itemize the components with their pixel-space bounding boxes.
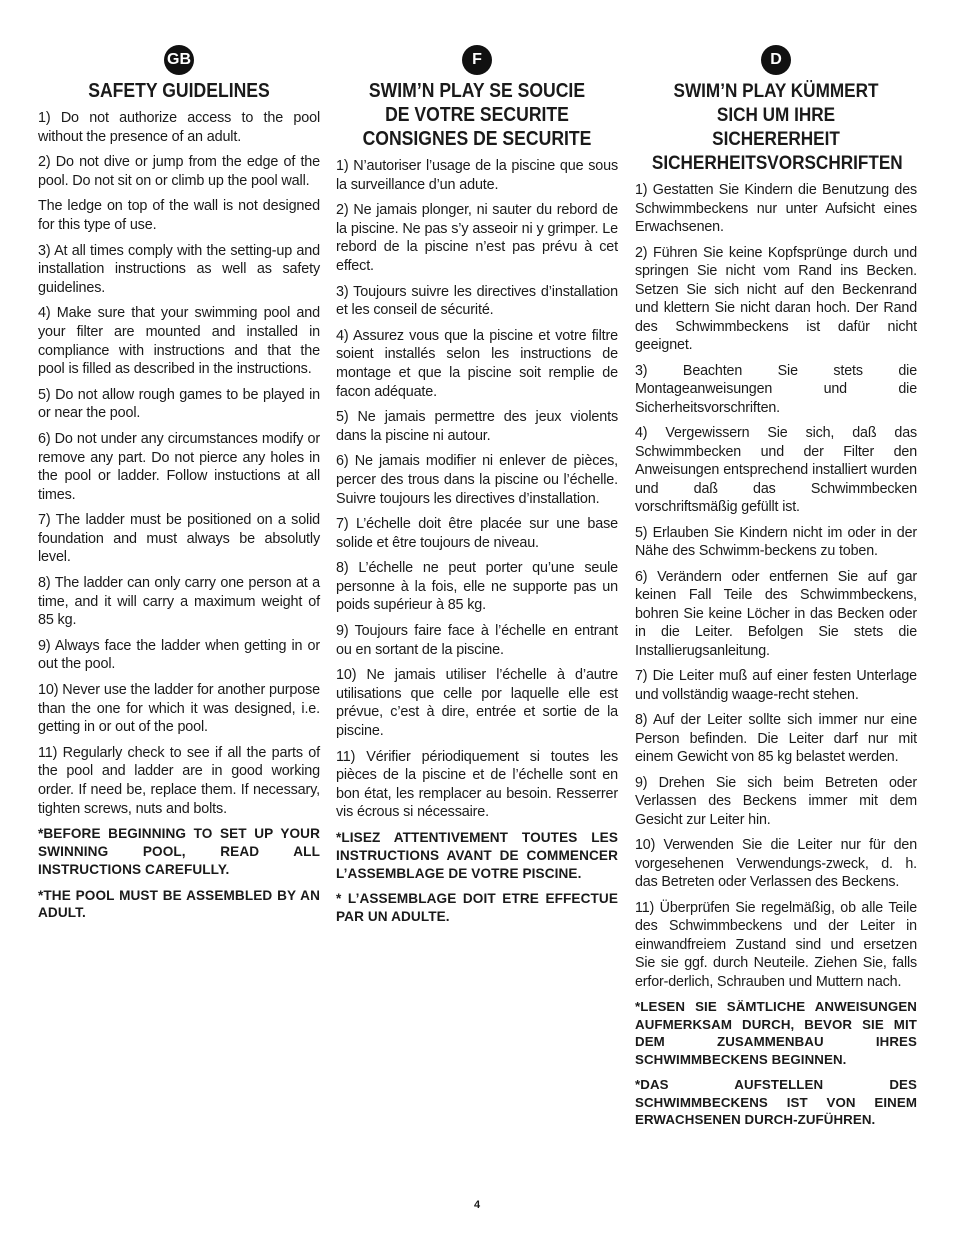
guideline-item: 2) Führen Sie keine Kopfsprünge durch und springen Sie nicht vom Rand ins Becken. Setzen Sie sich nicht auf den Beckenrand und klettern Sie nicht daran hoch. Der Rand des Schwimmbeckens ist dafür nicht geeignet. (635, 244, 917, 353)
title-line: SWIM’N PLAY KÜMMERT (673, 80, 879, 102)
guideline-item: 11) Vérifier périodiquement si toutes les pièces de la piscine et de l’échelle sont en bon état, les remplacer au besoin. Resserrer vis écrous si nécessaire. (336, 748, 618, 821)
guideline-item: 5) Do not allow rough games to be played in or near the pool. (38, 386, 320, 422)
guideline-item: 3) At all times comply with the setting-up and installation instructions as well as safety guidelines. (38, 242, 320, 296)
section-title (651, 79, 903, 175)
guideline-item: 6) Do not under any circumstances modify or remove any part. Do not pierce any holes in the pool or ladder. Follow instuctions at all times. (38, 430, 320, 503)
guideline-item: 1) Do not authorize access to the pool without the presence of an adult. (38, 110, 320, 145)
title-line: DE VOTRE SECURITE (385, 104, 569, 126)
column-german (635, 40, 917, 1137)
warning-note: *LISEZ ATTENTIVEMENT TOUTES LES INSTRUCTIONS AVANT DE COMMENCER L’ASSEMBLAGE DE VOTRE PISCINE. (336, 830, 618, 881)
guideline-item: 4) Vergewissern Sie sich, daß das Schwimmbecken und der Filter den Anweisungen entsprechend installiert wurden und daß das Schwimmbecken vorschriftsmäßig gefüllt ist. (635, 425, 917, 515)
guideline-item: 11) Überprüfen Sie regelmäßig, ob alle Teile des Schwimmbeckens und der Leiter in einwandfreiem Zustand sind und ersetzen Sie sie ggf. durch Neuteile. Ziehen Sie, falls erfor-derlich, Schrauben und Muttern nach. (635, 899, 917, 990)
language-badge-gb: GB (164, 45, 194, 75)
title-line: CONSIGNES DE SECURITE (362, 128, 592, 150)
column-french (336, 40, 618, 934)
guideline-item: 9) Always face the ladder when getting in or out the pool. (38, 637, 320, 673)
language-badge-f: F (462, 45, 492, 75)
guideline-item: 10) Ne jamais utiliser l’échelle à d’autre utilisations que celle por laquelle elle est prévue, c’est à dire, entrée et sortie de la piscine. (336, 667, 618, 740)
page-number: 4 (473, 1199, 481, 1211)
guideline-item: 9) Toujours faire face à l’échelle en entrant ou en sortant de la piscine. (336, 623, 618, 658)
title-line: SWIM’N PLAY SE SOUCIE (368, 80, 586, 102)
guideline-item: 3) Beachten Sie stets die Montageanweisungen und die Sicherheitsvorschriften. (635, 362, 917, 416)
column-english (38, 40, 320, 930)
guideline-item: 2) Ne jamais plonger, ni sauter du rebord de la piscine. Ne pas s’y asseoir ni y grimper. Le rebord de la piscine n’est pas prévu à cet effect. (336, 202, 618, 274)
warning-note: * L’ASSEMBLAGE DOIT ETRE EFFECTUE PAR UN ADULTE. (336, 891, 618, 925)
guideline-item: 5) Erlauben Sie Kindern nicht im oder in der Nähe des Schwimm-beckens zu toben. (635, 524, 917, 559)
guideline-item: 10) Never use the ladder for another purpose than the one for which it was designed, i.e. getting in or out of the pool. (38, 682, 320, 736)
title-line: SAFETY GUIDELINES (88, 80, 270, 102)
section-title (353, 79, 601, 151)
guideline-item: 11) Regularly check to see if all the parts of the pool and ladder are in good working order. If need be, replace them. If necessary, tighten screws, nuts and bolts. (38, 744, 320, 817)
guideline-item: 8) L’échelle ne peut porter qu’une seule personne à la fois, elle ne supporte pas un poids supérieur à 85 kg. (336, 560, 618, 614)
guideline-item: 9) Drehen Sie sich beim Betreten oder Verlassen des Beckens immer mit dem Gesicht zur Leiter hin. (635, 774, 917, 828)
section-title (55, 79, 303, 103)
guideline-item: 5) Ne jamais permettre des jeux violents dans la piscine ni autour. (336, 409, 618, 444)
guideline-item: 4) Make sure that your swimming pool and your filter are mounted and installed in compliance with instructions and that the pool is filled as described in the instructions. (38, 305, 320, 378)
guideline-item: 1) Gestatten Sie Kindern die Benutzung des Schwimmbeckens nur unter Aufsicht eines Erwachsenen. (635, 182, 917, 235)
guideline-item: 6) Verändern oder entfernen Sie auf gar keinen Fall Teile des Schwimmbeckens, bohren Sie keine Löcher in das Becken oder in die Leiter. Befolgen Sie stets die Installierugsanleitung. (635, 568, 917, 659)
guideline-item: 2) Do not dive or jump from the edge of the pool. Do not sit on or climb up the pool wall. (38, 154, 320, 189)
guideline-item: 7) Die Leiter muß auf einer festen Unterlage und vollständig waage-recht stehen. (635, 668, 917, 703)
guideline-item: 10) Verwenden Sie die Leiter nur für den vorgesehenen Verwendungs-zweck, d. h. das Betreten oder Verlassen des Beckens. (635, 837, 917, 890)
warning-note: *THE POOL MUST BE ASSEMBLED BY AN ADULT. (38, 887, 320, 921)
warning-note: *LESEN SIE SÄMTLICHE ANWEISUNGEN AUFMERKSAM DURCH, BEVOR SIE MIT DEM ZUSAMMENBAU IHRES SCHWIMMBECKENS BEGINNEN. (635, 999, 917, 1067)
guideline-item: 1) N’autoriser l’usage de la piscine que sous la surveillance d’un adute. (336, 158, 618, 193)
guideline-item: 4) Assurez vous que la piscine et votre filtre soient installés selon les instructions de montage et que la piscine soit remplie de facon adéquate. (336, 327, 618, 400)
guideline-item: 8) Auf der Leiter sollte sich immer nur eine Person befinden. Die Leiter darf nur mit einem Gewicht von 85 kg belastet werden. (635, 712, 917, 765)
guideline-item: 7) L’échelle doit être placée sur une base solide et être toujours de niveau. (336, 516, 618, 551)
warning-note: *BEFORE BEGINNING TO SET UP YOUR SWINNING POOL, READ ALL INSTRUCTIONS CAREFULLY. (38, 826, 320, 877)
guideline-item: The ledge on top of the wall is not designed for this type of use. (38, 198, 320, 233)
language-badge-d: D (761, 45, 791, 75)
guideline-item: 3) Toujours suivre les directives d’installation et les conseil de sécurité. (336, 283, 618, 319)
guideline-item: 8) The ladder can only carry one person at a time, and it will carry a maximum weight of 85 kg. (38, 575, 320, 629)
guideline-item: 6) Ne jamais modifier ni enlever de pièces, percer des trous dans la piscine ou l’échelle. Suivre toujours les directives d’installation. (336, 453, 618, 507)
warning-note: *DAS AUFSTELLEN DES SCHWIMMBECKENS IST VON EINEM ERWACHSENEN DURCH-ZUFÜHREN. (635, 1077, 917, 1127)
title-line: SICH UM IHRE SICHERERHEIT (712, 104, 840, 150)
title-line: SICHERHEITSVORSCHRIFTEN (651, 152, 903, 174)
guideline-item: 7) The ladder must be positioned on a solid foundation and must always be absolutly level. (38, 512, 320, 566)
